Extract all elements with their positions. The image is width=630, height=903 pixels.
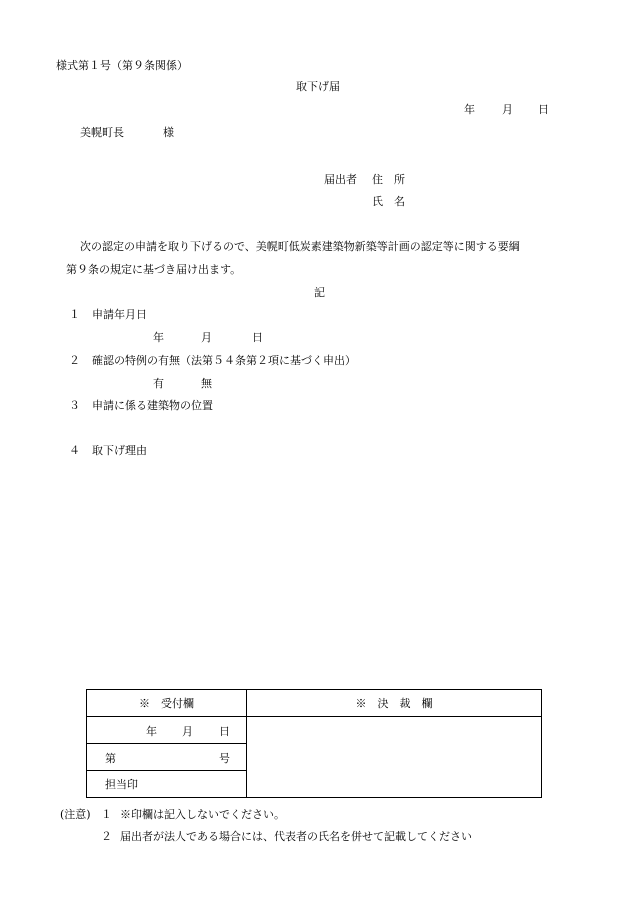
stamp-table — [86, 689, 542, 798]
item-number: ４ — [69, 444, 80, 457]
item-number: ３ — [69, 399, 80, 412]
note-1: ※印欄は記入しないでください。 — [120, 808, 285, 821]
note-2: 届出者が法人である場合には、代表者の氏名を併せて記載してください — [120, 830, 472, 843]
notes-label: (注意) — [60, 808, 91, 821]
item-label: 取下げ理由 — [92, 444, 147, 457]
applicant-label: 届出者 — [324, 173, 357, 186]
number-prefix: 第 — [105, 752, 116, 765]
date-day: 日 — [538, 103, 549, 116]
person-seal-cell: 担当印 — [87, 771, 247, 798]
body-line-2: 第９条の規定に基づき届け出ます。 — [66, 263, 242, 276]
document-title: 取下げ届 — [296, 80, 340, 93]
item-label: 申請年月日 — [92, 308, 147, 321]
body-line-1: 次の認定の申請を取り下げるので、美幌町低炭素建築物新築等計画の認定等に関する要綱 — [80, 240, 520, 253]
applicant-address: 住 所 — [372, 173, 405, 186]
item-number: ２ — [69, 354, 80, 367]
reception-number-cell — [87, 744, 247, 771]
reception-month: 月 — [182, 725, 193, 738]
form-number: 様式第１号（第９条関係） — [56, 59, 188, 72]
applicant-name: 氏 名 — [372, 195, 405, 208]
record-heading: 記 — [314, 286, 325, 299]
option-yes: 有 — [153, 377, 164, 390]
date-year: 年 — [464, 103, 475, 116]
note-2-number: ２ — [101, 830, 112, 843]
addressee-name: 美幌町長 — [80, 126, 124, 139]
item-number: １ — [69, 308, 80, 321]
reception-date-cell — [87, 717, 247, 744]
option-no: 無 — [201, 377, 212, 390]
item-1-year: 年 — [153, 331, 164, 344]
reception-year: 年 — [146, 725, 157, 738]
addressee-honorific: 様 — [163, 126, 174, 139]
reception-header: ※ 受付欄 — [87, 690, 247, 717]
decision-header: ※ 決 裁 欄 — [247, 690, 542, 717]
decision-cell — [247, 717, 542, 798]
date-month: 月 — [502, 103, 513, 116]
item-1-day: 日 — [252, 331, 263, 344]
item-label: 確認の特例の有無（法第５４条第２項に基づく申出） — [92, 354, 356, 367]
number-suffix: 号 — [219, 752, 230, 765]
item-label: 申請に係る建築物の位置 — [92, 399, 213, 412]
note-1-number: １ — [101, 808, 112, 821]
reception-day: 日 — [219, 725, 230, 738]
item-1-month: 月 — [201, 331, 212, 344]
